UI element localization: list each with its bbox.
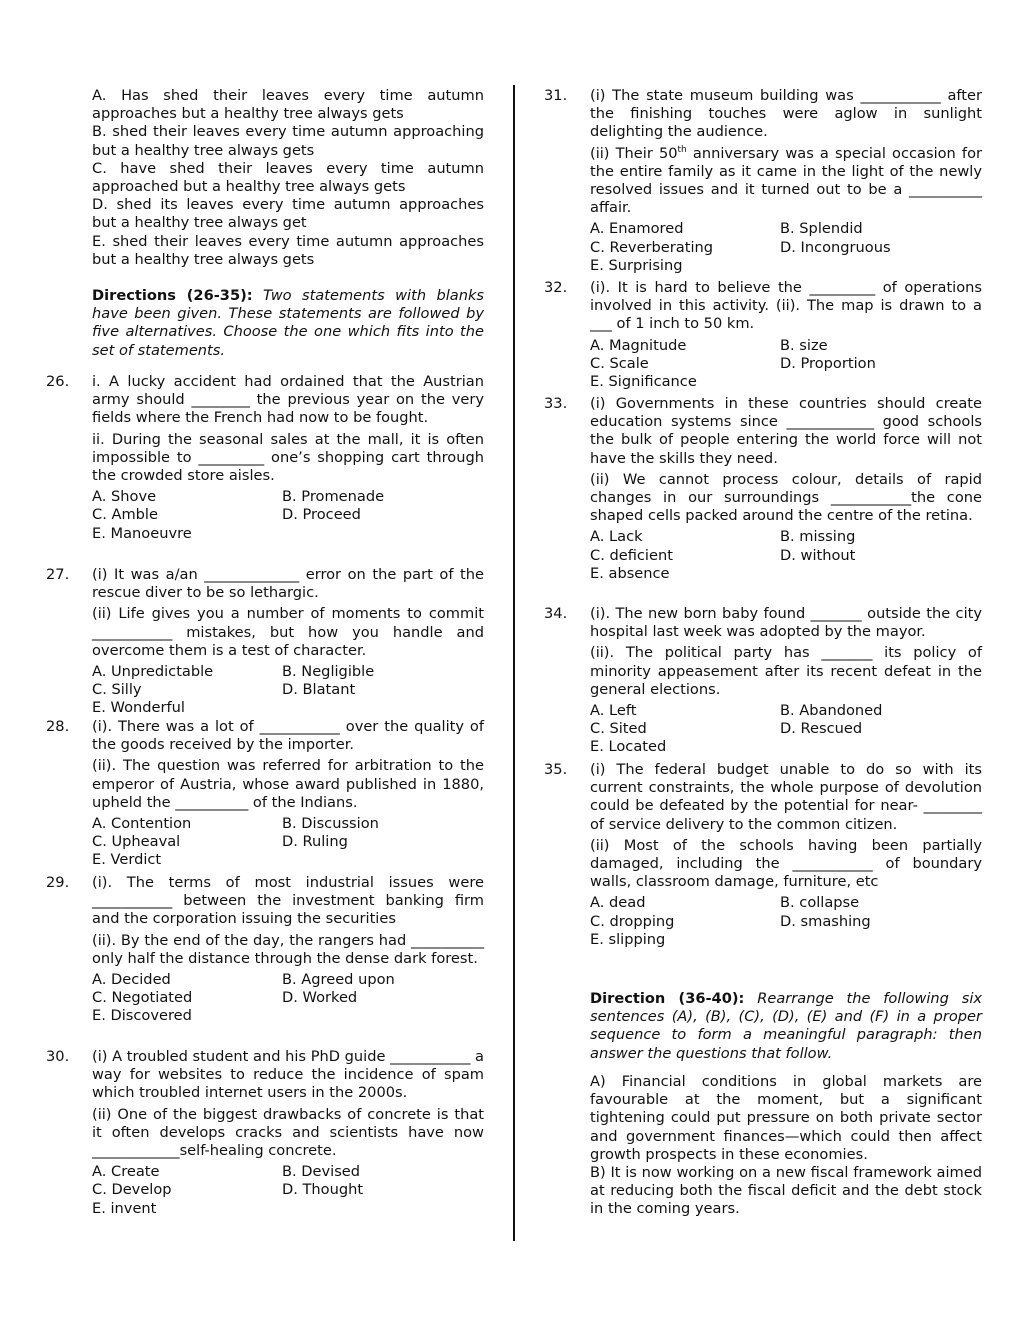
answer-option[interactable]: A. Lack xyxy=(590,528,643,546)
answer-option[interactable]: A. Enamored xyxy=(590,220,684,238)
answer-option[interactable]: B. missing xyxy=(780,528,856,546)
option: C. have shed their leaves every time autumn approached but a healthy tree always gets xyxy=(92,159,484,196)
direction-36-40 xyxy=(590,990,982,1063)
question-number: 33. xyxy=(544,395,568,412)
option: B. shed their leaves every time autumn approaching but a healthy tree always gets xyxy=(92,123,484,159)
answer-option[interactable]: D. without xyxy=(780,546,856,564)
statement xyxy=(590,145,982,218)
answer-option[interactable]: A. Left xyxy=(590,702,637,720)
statement: (ii) One of the biggest drawbacks of concrete is that it often develops cracks and scientists have now ____________self-healing concrete. xyxy=(92,1105,484,1160)
answer-option[interactable]: D. Proportion xyxy=(780,354,876,372)
answer-option[interactable]: D. Thought xyxy=(282,1181,364,1199)
directions-label: Directions (26-35): xyxy=(92,287,253,304)
question-35 xyxy=(544,761,982,949)
question-33 xyxy=(544,395,982,583)
question-29 xyxy=(46,874,484,1026)
answer-option[interactable]: C. dropping xyxy=(590,912,675,930)
statement: (ii) Life gives you a number of moments to commit ___________ mistakes, but how you handle and overcome them is a test of character. xyxy=(92,605,484,659)
question-number: 34. xyxy=(544,605,568,622)
answer-option[interactable]: B. Devised xyxy=(282,1163,361,1181)
question-30 xyxy=(46,1048,484,1218)
answer-option[interactable]: B. Promenade xyxy=(282,488,385,506)
statement: (ii) Most of the schools having been partially damaged, including the ___________ of boundary walls, classroom damage, furniture, etc xyxy=(590,836,982,891)
answer-option[interactable]: B. Agreed upon xyxy=(282,971,395,989)
question-number: 30. xyxy=(46,1048,70,1065)
answer-option[interactable]: C. Scale xyxy=(590,354,649,372)
direction-text: Rearrange the following six sentences (A), (B), (C), (D), (E) and (F) in a proper sequence to form a meaningful paragraph: then answer the questions that follow. xyxy=(590,990,983,1062)
answer-option[interactable]: B. Splendid xyxy=(780,220,863,238)
answer-options xyxy=(590,337,982,392)
answer-option[interactable]: E. Surprising xyxy=(590,256,683,274)
directions-text: Two statements with blanks have been given. These statements are followed by five alternatives. Choose the one which fits into the set of statements. xyxy=(92,287,485,359)
direction-label: Direction (36-40): xyxy=(590,990,745,1007)
option: D. shed its leaves every time autumn approaches but a healthy tree always get xyxy=(92,196,484,232)
answer-option[interactable]: D. Blatant xyxy=(282,681,356,699)
question-number: 32. xyxy=(544,279,568,296)
question-31 xyxy=(544,87,983,275)
answer-option[interactable]: D. Proceed xyxy=(282,506,361,524)
answer-options xyxy=(590,894,982,949)
answer-option[interactable]: E. slipping xyxy=(590,930,666,948)
answer-option[interactable]: D. Incongruous xyxy=(780,238,891,256)
answer-option[interactable]: D. smashing xyxy=(780,912,871,930)
sentences xyxy=(590,1073,982,1219)
answer-option[interactable]: E. invent xyxy=(92,1199,157,1217)
sentence-a: A) Financial conditions in global markets are favourable at the moment, but a significant tightening could put pressure on both private sector and government finances—which could then affect growth prospects in these economies. xyxy=(590,1073,982,1163)
answer-option[interactable]: D. Ruling xyxy=(282,833,348,851)
answer-option[interactable]: E. Wonderful xyxy=(92,699,185,717)
statement: (ii) We cannot process colour, details of rapid changes in our surroundings ___________the cone shaped cells packed around the centre of the retina. xyxy=(590,470,982,525)
answer-options xyxy=(590,528,982,583)
answer-option[interactable]: B. collapse xyxy=(780,894,860,912)
statement: (i). The terms of most industrial issues were ___________ between the investment banking firm and the corporation issuing the securities xyxy=(92,874,484,928)
answer-option[interactable]: E. Discovered xyxy=(92,1007,192,1025)
statement: (i) Governments in these countries should create education systems since ____________ good schools the bulk of people entering the world force will not have the skills they need. xyxy=(590,395,982,467)
answer-option[interactable]: C. Reverberating xyxy=(590,238,714,256)
question-number: 31. xyxy=(544,87,568,104)
answer-options xyxy=(92,971,484,1026)
answer-option[interactable]: E. absence xyxy=(590,564,670,582)
answer-option[interactable]: A. Magnitude xyxy=(590,336,687,354)
question-27 xyxy=(46,566,484,718)
question-32 xyxy=(544,279,982,391)
statement: ii. During the seasonal sales at the mall, it is often impossible to _________ one’s shopping cart through the crowded store aisles. xyxy=(92,430,484,485)
answer-option[interactable]: C. Develop xyxy=(92,1181,172,1199)
answer-option[interactable]: D. Worked xyxy=(282,989,358,1007)
statement-segment: th xyxy=(677,144,687,155)
option: A. Has shed their leaves every time autumn approaches but a healthy tree always gets xyxy=(92,87,484,123)
answer-option[interactable]: E. Significance xyxy=(590,373,697,391)
answer-option[interactable]: B. Discussion xyxy=(282,815,379,833)
question-34 xyxy=(544,605,982,757)
answer-option[interactable]: A. Shove xyxy=(92,488,157,506)
sentence-b: B) It is now working on a new fiscal framework aimed at reducing both the fiscal deficit and the debt stock in the coming years. xyxy=(590,1164,982,1218)
answer-option[interactable]: C. Sited xyxy=(590,720,647,738)
answer-options xyxy=(590,702,982,757)
statement-segment: anniversary was a special occasion for the entire family as it came in the light of the newly resolved issues and it turned out to be a __________ affair. xyxy=(590,144,983,217)
question-28 xyxy=(46,718,484,870)
answer-option[interactable]: C. Negotiated xyxy=(92,989,193,1007)
answer-option[interactable]: B. Negligible xyxy=(282,663,375,681)
statement: (i) A troubled student and his PhD guide ___________ a way for websites to reduce the incidence of spam which troubled internet users in the 2000s. xyxy=(92,1048,484,1102)
statement: (i). The new born baby found _______ outside the city hospital last week was adopted by the mayor. xyxy=(590,605,982,641)
statement: (i). It is hard to believe the _________ of operations involved in this activity. (ii). The map is drawn to a ___ of 1 inch to 50 km. xyxy=(590,279,982,333)
question-number: 28. xyxy=(46,718,70,735)
answer-option[interactable]: E. Verdict xyxy=(92,851,162,869)
statement: (ii). By the end of the day, the rangers had __________ only half the distance through the dense dark forest. xyxy=(92,931,484,967)
statement: (i) It was a/an _____________ error on the part of the rescue diver to be so lethargic. xyxy=(92,566,484,602)
answer-options xyxy=(92,815,484,870)
statement: (i). There was a lot of ___________ over the quality of the goods received by the importer. xyxy=(92,718,484,754)
answer-option[interactable]: B. size xyxy=(780,336,828,354)
answer-options xyxy=(590,220,982,275)
question-number: 29. xyxy=(46,874,70,891)
carryover-options xyxy=(92,87,484,269)
answer-option[interactable]: C. Silly xyxy=(92,681,142,699)
answer-option[interactable]: A. Contention xyxy=(92,815,192,833)
option: E. shed their leaves every time autumn approaches but a healthy tree always gets xyxy=(92,232,484,268)
answer-option[interactable]: A. Decided xyxy=(92,971,171,989)
statement: (i) The state museum building was ___________ after the finishing touches were aglow in sunlight delighting the audience. xyxy=(590,87,982,141)
answer-option[interactable]: A. Create xyxy=(92,1163,160,1181)
answer-option[interactable]: E. Manoeuvre xyxy=(92,524,192,542)
question-number: 26. xyxy=(46,373,70,390)
statement: (i) The federal budget unable to do so with its current constraints, the whole purpose of devolution could be defeated by the potential for near- ________ of service delivery to the common citizen. xyxy=(590,761,982,833)
statement: i. A lucky accident had ordained that the Austrian army should ________ the previous year on the very fields where the French had now to be fought. xyxy=(92,373,484,427)
statement: (ii). The political party has _______ its policy of minority appeasement after its recent defeat in the general elections. xyxy=(590,644,982,698)
answer-option[interactable]: D. Rescued xyxy=(780,720,863,738)
answer-options xyxy=(92,663,484,718)
answer-option[interactable]: B. Abandoned xyxy=(780,702,883,720)
answer-options xyxy=(92,488,484,543)
question-number: 35. xyxy=(544,761,568,778)
answer-option[interactable]: C. deficient xyxy=(590,546,673,564)
answer-option[interactable]: A. Unpredictable xyxy=(92,663,214,681)
answer-option[interactable]: C. Amble xyxy=(92,506,158,524)
answer-option[interactable]: E. Located xyxy=(590,738,667,756)
column-divider xyxy=(513,85,515,1241)
statement-segment: (ii) Their 50 xyxy=(590,144,678,162)
answer-options xyxy=(92,1163,484,1218)
question-number: 27. xyxy=(46,566,70,583)
question-26 xyxy=(46,373,484,543)
answer-option[interactable]: A. dead xyxy=(590,894,646,912)
directions-26-35 xyxy=(92,287,484,360)
statement: (ii). The question was referred for arbitration to the emperor of Austria, whose award published in 1880, upheld the __________ of the Indians. xyxy=(92,757,484,811)
answer-option[interactable]: C. Upheaval xyxy=(92,833,181,851)
